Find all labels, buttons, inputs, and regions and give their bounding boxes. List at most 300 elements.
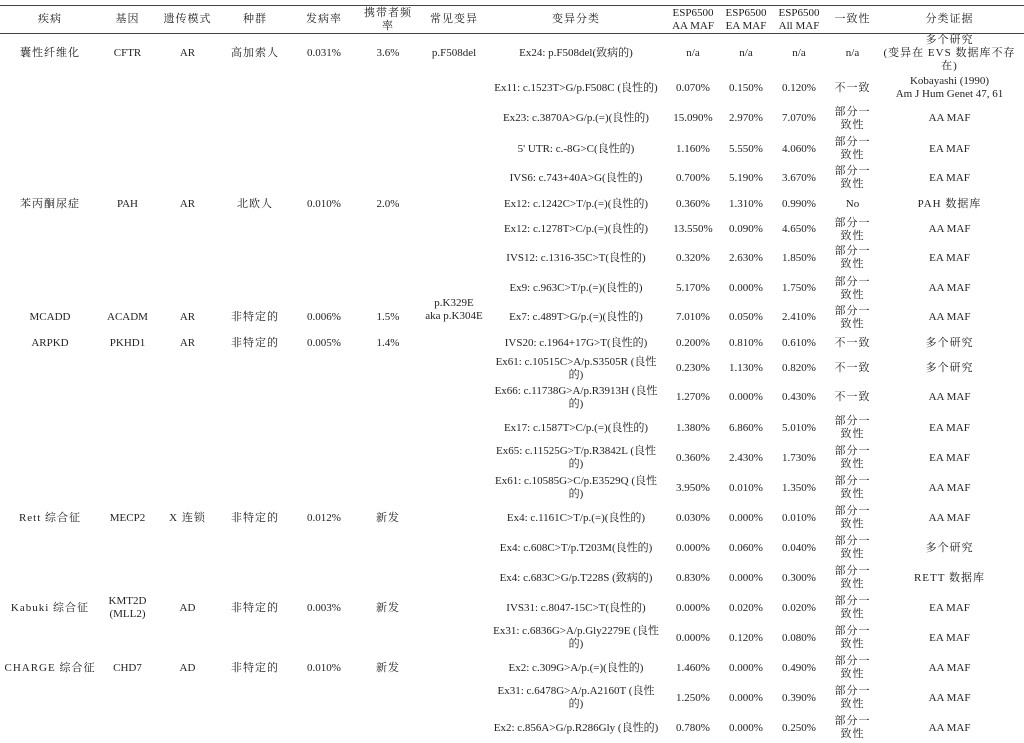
cell-variant-classification: Ex17: c.1587T>C/p.(=)(良性的) <box>490 413 662 443</box>
cell-variant-classification: Ex2: c.309G>A/p.(=)(良性的) <box>490 653 662 683</box>
cell-evidence: EA MAF <box>875 623 1024 653</box>
cell-disease <box>0 355 100 382</box>
cell-disease <box>0 563 100 593</box>
cell-population <box>220 533 290 563</box>
cell-ea-maf: 0.060% <box>724 533 768 563</box>
cell-inheritance <box>155 473 220 503</box>
header-aa-maf: ESP6500 AA MAF <box>662 6 724 34</box>
table-row <box>0 593 1024 623</box>
table-row <box>0 103 1024 134</box>
common-variant-text: p.K329E aka p.K304E <box>425 297 482 322</box>
header-evidence: 分类证据 <box>875 6 1024 34</box>
cell-variant-classification: Ex61: c.10585G>C/p.E3529Q (良性的) <box>490 473 662 503</box>
cell-variant-classification: 5' UTR: c.-8G>C(良性的) <box>490 134 662 164</box>
cell-all-maf: 5.010% <box>768 413 830 443</box>
table-row <box>0 331 1024 355</box>
header-concordance: 一致性 <box>830 6 875 34</box>
cell-incidence: 0.010% <box>290 192 358 216</box>
cell-common-variant <box>418 653 490 683</box>
cell-common-variant <box>418 103 490 134</box>
cell-common-variant <box>418 355 490 382</box>
cell-inheritance <box>155 563 220 593</box>
table-row <box>0 304 1024 331</box>
cell-incidence <box>290 443 358 473</box>
cell-concordance: 部分一致性 <box>830 653 875 683</box>
cell-inheritance: AR <box>155 331 220 355</box>
cell-aa-maf: 0.320% <box>662 243 724 273</box>
cell-disease <box>0 103 100 134</box>
cell-aa-maf: n/a <box>662 34 724 74</box>
cell-inheritance <box>155 103 220 134</box>
cell-ea-maf: 2.430% <box>724 443 768 473</box>
table-row <box>0 503 1024 533</box>
cell-evidence: PAH 数据库 <box>875 192 1024 216</box>
header-inheritance: 遗传模式 <box>155 6 220 34</box>
cell-common-variant <box>418 533 490 563</box>
cell-all-maf: 0.990% <box>768 192 830 216</box>
cell-inheritance <box>155 134 220 164</box>
cell-aa-maf: 7.010% <box>662 304 724 331</box>
cell-concordance: 部分一致性 <box>830 623 875 653</box>
cell-evidence: 多个研究 <box>875 331 1024 355</box>
cell-disease <box>0 533 100 563</box>
cell-ea-maf: 0.000% <box>724 653 768 683</box>
cell-aa-maf: 0.000% <box>662 533 724 563</box>
cell-concordance: 部分一致性 <box>830 593 875 623</box>
cell-aa-maf: 15.090% <box>662 103 724 134</box>
cell-incidence <box>290 216 358 243</box>
cell-ea-maf: 0.010% <box>724 473 768 503</box>
cell-variant-classification: Ex12: c.1242C>T/p.(=)(良性的) <box>490 192 662 216</box>
cell-ea-maf: 6.860% <box>724 413 768 443</box>
cell-variant-classification: Ex66: c.11738G>A/p.R3913H (良性的) <box>490 382 662 413</box>
table-row <box>0 243 1024 273</box>
cell-ea-maf: 0.000% <box>724 713 768 743</box>
cell-population: 非特定的 <box>220 331 290 355</box>
cell-concordance: 部分一致性 <box>830 683 875 713</box>
cell-gene <box>100 443 155 473</box>
cell-gene: CFTR <box>100 34 155 74</box>
cell-gene <box>100 73 155 103</box>
cell-incidence <box>290 713 358 743</box>
cell-common-variant <box>418 593 490 623</box>
cell-disease <box>0 473 100 503</box>
cell-carrier-frequency <box>358 103 418 134</box>
cell-ea-maf: 1.310% <box>724 192 768 216</box>
cell-incidence: 0.006% <box>290 304 358 331</box>
cell-inheritance <box>155 164 220 192</box>
cell-evidence: AA MAF <box>875 653 1024 683</box>
cell-inheritance: AD <box>155 593 220 623</box>
cell-common-variant <box>418 216 490 243</box>
cell-inheritance <box>155 683 220 713</box>
cell-population <box>220 382 290 413</box>
cell-population <box>220 103 290 134</box>
cell-evidence: AA MAF <box>875 683 1024 713</box>
cell-incidence <box>290 382 358 413</box>
cell-evidence: AA MAF <box>875 103 1024 134</box>
cell-ea-maf: 0.000% <box>724 382 768 413</box>
cell-carrier-frequency <box>358 164 418 192</box>
cell-incidence <box>290 103 358 134</box>
cell-gene <box>100 623 155 653</box>
cell-all-maf: 0.120% <box>768 73 830 103</box>
cell-aa-maf: 0.230% <box>662 355 724 382</box>
cell-gene <box>100 533 155 563</box>
cell-inheritance <box>155 216 220 243</box>
cell-population <box>220 473 290 503</box>
table-row <box>0 713 1024 743</box>
cell-inheritance <box>155 382 220 413</box>
cell-all-maf: 4.650% <box>768 216 830 243</box>
cell-carrier-frequency: 新发 <box>358 653 418 683</box>
cell-inheritance <box>155 273 220 304</box>
table-row <box>0 443 1024 473</box>
cell-population <box>220 216 290 243</box>
cell-all-maf: 7.070% <box>768 103 830 134</box>
cell-common-variant <box>418 134 490 164</box>
cell-disease: 苯丙酮尿症 <box>0 192 100 216</box>
cell-ea-maf: 0.000% <box>724 563 768 593</box>
cell-disease <box>0 273 100 304</box>
cell-carrier-frequency <box>358 355 418 382</box>
cell-common-variant <box>418 713 490 743</box>
cell-carrier-frequency <box>358 73 418 103</box>
cell-incidence <box>290 273 358 304</box>
cell-all-maf: 0.390% <box>768 683 830 713</box>
cell-carrier-frequency <box>358 623 418 653</box>
table-row <box>0 164 1024 192</box>
cell-population: 非特定的 <box>220 653 290 683</box>
cell-gene <box>100 103 155 134</box>
cell-all-maf: 0.430% <box>768 382 830 413</box>
cell-ea-maf: 2.630% <box>724 243 768 273</box>
cell-ea-maf: 5.550% <box>724 134 768 164</box>
cell-gene: ACADM <box>100 304 155 331</box>
cell-evidence: AA MAF <box>875 473 1024 503</box>
table-row <box>0 355 1024 382</box>
cell-all-maf: n/a <box>768 34 830 74</box>
cell-ea-maf: 0.020% <box>724 593 768 623</box>
cell-ea-maf: 2.970% <box>724 103 768 134</box>
cell-population <box>220 683 290 713</box>
cell-incidence: 0.010% <box>290 653 358 683</box>
cell-inheritance <box>155 413 220 443</box>
cell-concordance: 部分一致性 <box>830 443 875 473</box>
cell-all-maf: 3.670% <box>768 164 830 192</box>
cell-aa-maf: 1.380% <box>662 413 724 443</box>
cell-variant-classification: Ex11: c.1523T>G/p.F508C (良性的) <box>490 73 662 103</box>
cell-variant-classification: Ex2: c.856A>G/p.R286Gly (良性的) <box>490 713 662 743</box>
header-common-variant: 常见变异 <box>418 6 490 34</box>
cell-disease <box>0 164 100 192</box>
cell-common-variant <box>418 73 490 103</box>
cell-population <box>220 623 290 653</box>
cell-disease <box>0 413 100 443</box>
cell-population: 非特定的 <box>220 304 290 331</box>
cell-population <box>220 273 290 304</box>
header-row <box>0 6 1024 34</box>
cell-variant-classification: Ex4: c.608C>T/p.T203M(良性的) <box>490 533 662 563</box>
cell-gene: PKHD1 <box>100 331 155 355</box>
cell-variant-classification: Ex31: c.6478G>A/p.A2160T (良性的) <box>490 683 662 713</box>
cell-population <box>220 563 290 593</box>
cell-common-variant <box>418 382 490 413</box>
table-row <box>0 192 1024 216</box>
cell-concordance: 部分一致性 <box>830 563 875 593</box>
cell-aa-maf: 1.160% <box>662 134 724 164</box>
cell-concordance: 部分一致性 <box>830 103 875 134</box>
table-row <box>0 73 1024 103</box>
cell-disease: ARPKD <box>0 331 100 355</box>
cell-gene <box>100 713 155 743</box>
cell-carrier-frequency <box>358 413 418 443</box>
cell-variant-classification: Ex65: c.11525G>T/p.R3842L (良性的) <box>490 443 662 473</box>
cell-variant-classification: Ex9: c.963C>T/p.(=)(良性的) <box>490 273 662 304</box>
cell-variant-classification: Ex4: c.683C>G/p.T228S (致病的) <box>490 563 662 593</box>
header-variant-classification: 变异分类 <box>490 6 662 34</box>
cell-variant-classification: IVS6: c.743+40A>G(良性的) <box>490 164 662 192</box>
cell-population <box>220 713 290 743</box>
cell-incidence: 0.003% <box>290 593 358 623</box>
cell-evidence: 多个研究 <box>875 355 1024 382</box>
cell-gene <box>100 413 155 443</box>
cell-variant-classification: IVS12: c.1316-35C>T(良性的) <box>490 243 662 273</box>
cell-carrier-frequency <box>358 243 418 273</box>
cell-carrier-frequency <box>358 473 418 503</box>
cell-variant-classification: Ex7: c.489T>G/p.(=)(良性的) <box>490 304 662 331</box>
cell-common-variant <box>418 331 490 355</box>
cell-gene <box>100 243 155 273</box>
cell-inheritance: X 连锁 <box>155 503 220 533</box>
cell-disease: Rett 综合征 <box>0 503 100 533</box>
cell-carrier-frequency <box>358 134 418 164</box>
cell-incidence <box>290 563 358 593</box>
cell-ea-maf: 0.120% <box>724 623 768 653</box>
cell-variant-classification: Ex23: c.3870A>G/p.(=)(良性的) <box>490 103 662 134</box>
cell-inheritance <box>155 443 220 473</box>
cell-carrier-frequency <box>358 273 418 304</box>
table-row <box>0 134 1024 164</box>
cell-disease <box>0 382 100 413</box>
cell-concordance: 部分一致性 <box>830 134 875 164</box>
cell-all-maf: 0.820% <box>768 355 830 382</box>
cell-all-maf: 0.080% <box>768 623 830 653</box>
cell-carrier-frequency <box>358 683 418 713</box>
cell-disease <box>0 73 100 103</box>
cell-incidence <box>290 623 358 653</box>
cell-incidence <box>290 533 358 563</box>
cell-carrier-frequency: 1.5% <box>358 304 418 331</box>
cell-aa-maf: 0.030% <box>662 503 724 533</box>
cell-disease <box>0 243 100 273</box>
cell-concordance: 部分一致性 <box>830 164 875 192</box>
cell-gene <box>100 563 155 593</box>
cell-aa-maf: 0.360% <box>662 443 724 473</box>
cell-population: 高加索人 <box>220 34 290 74</box>
cell-gene: MECP2 <box>100 503 155 533</box>
cell-carrier-frequency <box>358 443 418 473</box>
cell-evidence: EA MAF <box>875 243 1024 273</box>
cell-disease: CHARGE 综合征 <box>0 653 100 683</box>
cell-inheritance: AR <box>155 34 220 74</box>
cell-gene <box>100 355 155 382</box>
cell-population <box>220 355 290 382</box>
cell-aa-maf: 0.200% <box>662 331 724 355</box>
cell-concordance: 部分一致性 <box>830 503 875 533</box>
cell-all-maf: 1.750% <box>768 273 830 304</box>
cell-variant-classification: IVS20: c.1964+17G>T(良性的) <box>490 331 662 355</box>
cell-inheritance: AR <box>155 304 220 331</box>
cell-incidence <box>290 164 358 192</box>
cell-aa-maf: 5.170% <box>662 273 724 304</box>
cell-all-maf: 0.300% <box>768 563 830 593</box>
cell-common-variant <box>418 304 490 331</box>
cell-concordance: n/a <box>830 34 875 74</box>
table-row <box>0 273 1024 304</box>
cell-carrier-frequency: 新发 <box>358 593 418 623</box>
header-all-maf: ESP6500 All MAF <box>768 6 830 34</box>
cell-gene <box>100 273 155 304</box>
cell-common-variant <box>418 443 490 473</box>
cell-aa-maf: 1.250% <box>662 683 724 713</box>
cell-evidence: Kobayashi (1990) Am J Hum Genet 47, 61 <box>875 73 1024 103</box>
cell-aa-maf: 0.700% <box>662 164 724 192</box>
table-row <box>0 34 1024 74</box>
table-row <box>0 533 1024 563</box>
cell-common-variant <box>418 473 490 503</box>
cell-inheritance <box>155 73 220 103</box>
variant-classification-table <box>0 5 1024 743</box>
cell-disease <box>0 134 100 164</box>
table-row <box>0 413 1024 443</box>
cell-aa-maf: 0.000% <box>662 623 724 653</box>
cell-evidence: EA MAF <box>875 164 1024 192</box>
cell-disease <box>0 623 100 653</box>
cell-population: 非特定的 <box>220 593 290 623</box>
cell-population <box>220 413 290 443</box>
cell-population <box>220 134 290 164</box>
cell-common-variant <box>418 164 490 192</box>
cell-incidence <box>290 413 358 443</box>
cell-incidence <box>290 355 358 382</box>
cell-evidence: AA MAF <box>875 216 1024 243</box>
cell-aa-maf: 1.460% <box>662 653 724 683</box>
cell-concordance: 部分一致性 <box>830 533 875 563</box>
cell-evidence: AA MAF <box>875 304 1024 331</box>
cell-incidence: 0.012% <box>290 503 358 533</box>
cell-incidence: 0.031% <box>290 34 358 74</box>
cell-carrier-frequency: 3.6% <box>358 34 418 74</box>
table-row <box>0 683 1024 713</box>
header-carrier-frequency: 携带者频率 <box>358 6 418 34</box>
cell-gene <box>100 134 155 164</box>
cell-gene: KMT2D (MLL2) <box>100 593 155 623</box>
cell-evidence: 多个研究 <box>875 533 1024 563</box>
cell-concordance: No <box>830 192 875 216</box>
cell-variant-classification: Ex24: p.F508del(致病的) <box>490 34 662 74</box>
cell-gene <box>100 683 155 713</box>
cell-aa-maf: 1.270% <box>662 382 724 413</box>
header-incidence: 发病率 <box>290 6 358 34</box>
cell-evidence: 多个研究 (变异在 EVS 数据库不存在) <box>875 34 1024 74</box>
cell-carrier-frequency <box>358 216 418 243</box>
cell-evidence: AA MAF <box>875 273 1024 304</box>
cell-incidence <box>290 243 358 273</box>
cell-all-maf: 0.040% <box>768 533 830 563</box>
cell-common-variant: p.F508del <box>418 34 490 74</box>
cell-disease <box>0 443 100 473</box>
cell-concordance: 不一致 <box>830 73 875 103</box>
cell-inheritance <box>155 623 220 653</box>
cell-gene: CHD7 <box>100 653 155 683</box>
cell-ea-maf: 0.150% <box>724 73 768 103</box>
cell-gene <box>100 382 155 413</box>
header-disease: 疾病 <box>0 6 100 34</box>
cell-all-maf: 0.010% <box>768 503 830 533</box>
cell-all-maf: 2.410% <box>768 304 830 331</box>
cell-aa-maf: 3.950% <box>662 473 724 503</box>
cell-disease: 囊性纤维化 <box>0 34 100 74</box>
cell-ea-maf: 0.050% <box>724 304 768 331</box>
cell-ea-maf: n/a <box>724 34 768 74</box>
cell-variant-classification: Ex4: c.1161C>T/p.(=)(良性的) <box>490 503 662 533</box>
cell-concordance: 部分一致性 <box>830 273 875 304</box>
cell-evidence: EA MAF <box>875 443 1024 473</box>
cell-population <box>220 243 290 273</box>
cell-common-variant <box>418 623 490 653</box>
cell-all-maf: 1.350% <box>768 473 830 503</box>
cell-gene: PAH <box>100 192 155 216</box>
cell-inheritance: AR <box>155 192 220 216</box>
cell-variant-classification: Ex61: c.10515C>A/p.S3505R (良性的) <box>490 355 662 382</box>
cell-disease <box>0 683 100 713</box>
cell-incidence <box>290 473 358 503</box>
cell-gene <box>100 216 155 243</box>
cell-concordance: 部分一致性 <box>830 473 875 503</box>
cell-concordance: 不一致 <box>830 355 875 382</box>
cell-concordance: 部分一致性 <box>830 713 875 743</box>
table-row <box>0 382 1024 413</box>
cell-carrier-frequency: 新发 <box>358 503 418 533</box>
cell-all-maf: 0.250% <box>768 713 830 743</box>
cell-all-maf: 0.490% <box>768 653 830 683</box>
cell-concordance: 不一致 <box>830 382 875 413</box>
cell-carrier-frequency <box>358 713 418 743</box>
cell-variant-classification: Ex31: c.6836G>A/p.Gly2279E (良性的) <box>490 623 662 653</box>
cell-concordance: 不一致 <box>830 331 875 355</box>
cell-concordance: 部分一致性 <box>830 243 875 273</box>
cell-ea-maf: 0.810% <box>724 331 768 355</box>
table-row <box>0 623 1024 653</box>
cell-incidence <box>290 134 358 164</box>
cell-population <box>220 73 290 103</box>
cell-population: 非特定的 <box>220 503 290 533</box>
cell-gene <box>100 473 155 503</box>
table-row <box>0 563 1024 593</box>
cell-aa-maf: 13.550% <box>662 216 724 243</box>
cell-common-variant <box>418 413 490 443</box>
cell-ea-maf: 5.190% <box>724 164 768 192</box>
cell-population <box>220 443 290 473</box>
cell-incidence: 0.005% <box>290 331 358 355</box>
cell-variant-classification: Ex12: c.1278T>C/p.(=)(良性的) <box>490 216 662 243</box>
cell-ea-maf: 1.130% <box>724 355 768 382</box>
cell-aa-maf: 0.070% <box>662 73 724 103</box>
header-population: 种群 <box>220 6 290 34</box>
cell-carrier-frequency <box>358 533 418 563</box>
cell-disease <box>0 713 100 743</box>
